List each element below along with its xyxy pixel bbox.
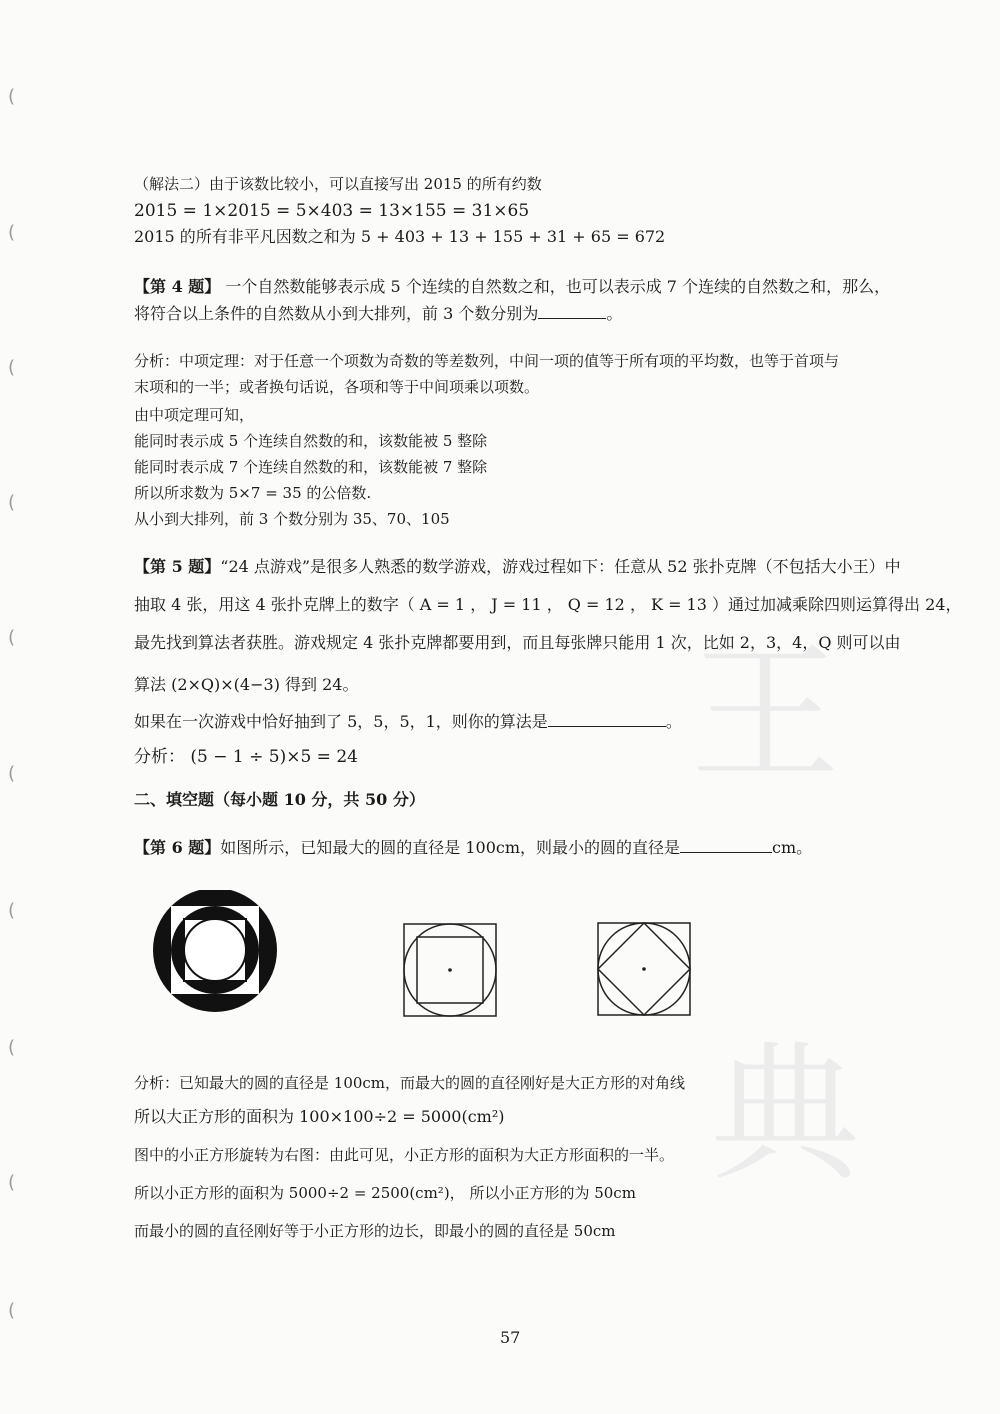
figure-shaded-circles bbox=[153, 890, 277, 1012]
question-6-line-1 bbox=[134, 837, 812, 859]
analysis-line: 分析： (5 − 1 ÷ 5)×5 = 24 bbox=[134, 747, 358, 767]
solution-line: （解法二）由于该数比较小，可以直接写出 2015 的所有约数 bbox=[134, 175, 542, 193]
question-text: “24 点游戏”是很多人熟悉的数学游戏，游戏过程如下：任意从 52 张扑克牌（不包括大小王）中 bbox=[220, 557, 901, 576]
question-4-line-1 bbox=[134, 276, 890, 298]
binding-hole: ( bbox=[8, 86, 16, 107]
question-tag: 【第 5 题】 bbox=[134, 557, 221, 576]
question-5-line-1 bbox=[134, 556, 901, 578]
question-text-end: 。 bbox=[606, 304, 623, 323]
analysis-line: 图中的小正方形旋转为右图：由此可见，小正方形的面积为大正方形面积的一半。 bbox=[134, 1146, 675, 1164]
section-heading: 二、填空题（每小题 10 分，共 50 分） bbox=[134, 790, 425, 809]
binding-hole: ( bbox=[8, 357, 16, 378]
analysis-line: 所以小正方形的面积为 5000÷2 = 2500(cm²)， 所以小正方形的为 50cm bbox=[134, 1184, 636, 1202]
binding-hole: ( bbox=[8, 627, 16, 648]
binding-hole: ( bbox=[8, 1037, 16, 1058]
analysis-line: 而最小的圆的直径刚好等于小正方形的边长，即最小的圆的直径是 50cm bbox=[134, 1222, 616, 1240]
analysis-line: 分析：已知最大的圆的直径是 100cm，而最大的圆的直径刚好是大正方形的对角线 bbox=[134, 1074, 686, 1092]
question-tag: 【第 6 题】 bbox=[134, 838, 221, 857]
watermark-character: 王 bbox=[690, 628, 841, 802]
question-5-line-3: 最先找到算法者获胜。游戏规定 4 张扑克牌都要用到，而且每张牌只能用 1 次，比如 2，3，4，Q 则可以由 bbox=[134, 633, 901, 652]
binding-hole: ( bbox=[8, 222, 16, 243]
analysis-line: 所以所求数为 5×7 = 35 的公倍数. bbox=[134, 484, 372, 502]
analysis-line: 能同时表示成 5 个连续自然数的和，该数能被 5 整除 bbox=[134, 432, 488, 450]
answer-blank[interactable] bbox=[538, 304, 606, 319]
analysis-line: 能同时表示成 7 个连续自然数的和，该数能被 7 整除 bbox=[134, 458, 488, 476]
equation-line: 2015 = 1×2015 = 5×403 = 13×155 = 31×65 bbox=[134, 201, 530, 221]
figure-rotated-square bbox=[598, 923, 690, 1015]
question-5-line-2: 抽取 4 张，用这 4 张扑克牌上的数字（ A = 1 ， J = 11 ， Q = 12 ， K = 13 ）通过加减乘除四则运算得出 24， bbox=[134, 595, 962, 614]
question-text: 将符合以上条件的自然数从小到大排列，前 3 个数分别为 bbox=[134, 304, 539, 323]
analysis-line: 分析：中项定理：对于任意一个项数为奇数的等差数列，中间一项的值等于所有项的平均数，也等于首项与 bbox=[134, 352, 840, 370]
page-number: 57 bbox=[500, 1328, 521, 1347]
question-5-line-4: 算法 (2×Q)×(4−3) 得到 24。 bbox=[134, 675, 359, 694]
question-text: 一个自然数能够表示成 5 个连续的自然数之和，也可以表示成 7 个连续的自然数之和，那么， bbox=[220, 277, 891, 296]
question-5-line-5 bbox=[134, 711, 682, 733]
equation-line: 2015 的所有非平凡因数之和为 5 + 403 + 13 + 155 + 31 + 65 = 672 bbox=[134, 227, 666, 246]
question-text-end: cm。 bbox=[772, 838, 813, 857]
binding-hole: ( bbox=[8, 1172, 16, 1193]
question-tag: 【第 4 题】 bbox=[134, 277, 221, 296]
analysis-line: 从小到大排列，前 3 个数分别为 35、70、105 bbox=[134, 510, 450, 528]
question-text: 如果在一次游戏中恰好抽到了 5，5，5，1，则你的算法是 bbox=[134, 712, 548, 731]
watermark-character: 典 bbox=[710, 1028, 861, 1202]
analysis-line: 末项和的一半；或者换句话说，各项和等于中间项乘以项数。 bbox=[134, 378, 540, 396]
binding-hole: ( bbox=[8, 763, 16, 784]
binding-hole: ( bbox=[8, 1300, 16, 1321]
question-text: 如图所示，已知最大的圆的直径是 100cm，则最小的圆的直径是 bbox=[220, 838, 681, 857]
figure-square-circle-square bbox=[404, 924, 496, 1016]
question-6-figures bbox=[140, 890, 720, 1020]
answer-blank[interactable] bbox=[680, 838, 772, 853]
binding-hole: ( bbox=[8, 492, 16, 513]
analysis-line: 由中项定理可知， bbox=[134, 406, 255, 424]
analysis-line: 所以大正方形的面积为 100×100÷2 = 5000(cm²) bbox=[134, 1107, 505, 1126]
question-text-end: 。 bbox=[665, 712, 682, 731]
answer-blank[interactable] bbox=[548, 712, 666, 727]
question-4-line-2 bbox=[134, 303, 622, 325]
binding-hole: ( bbox=[8, 900, 16, 921]
